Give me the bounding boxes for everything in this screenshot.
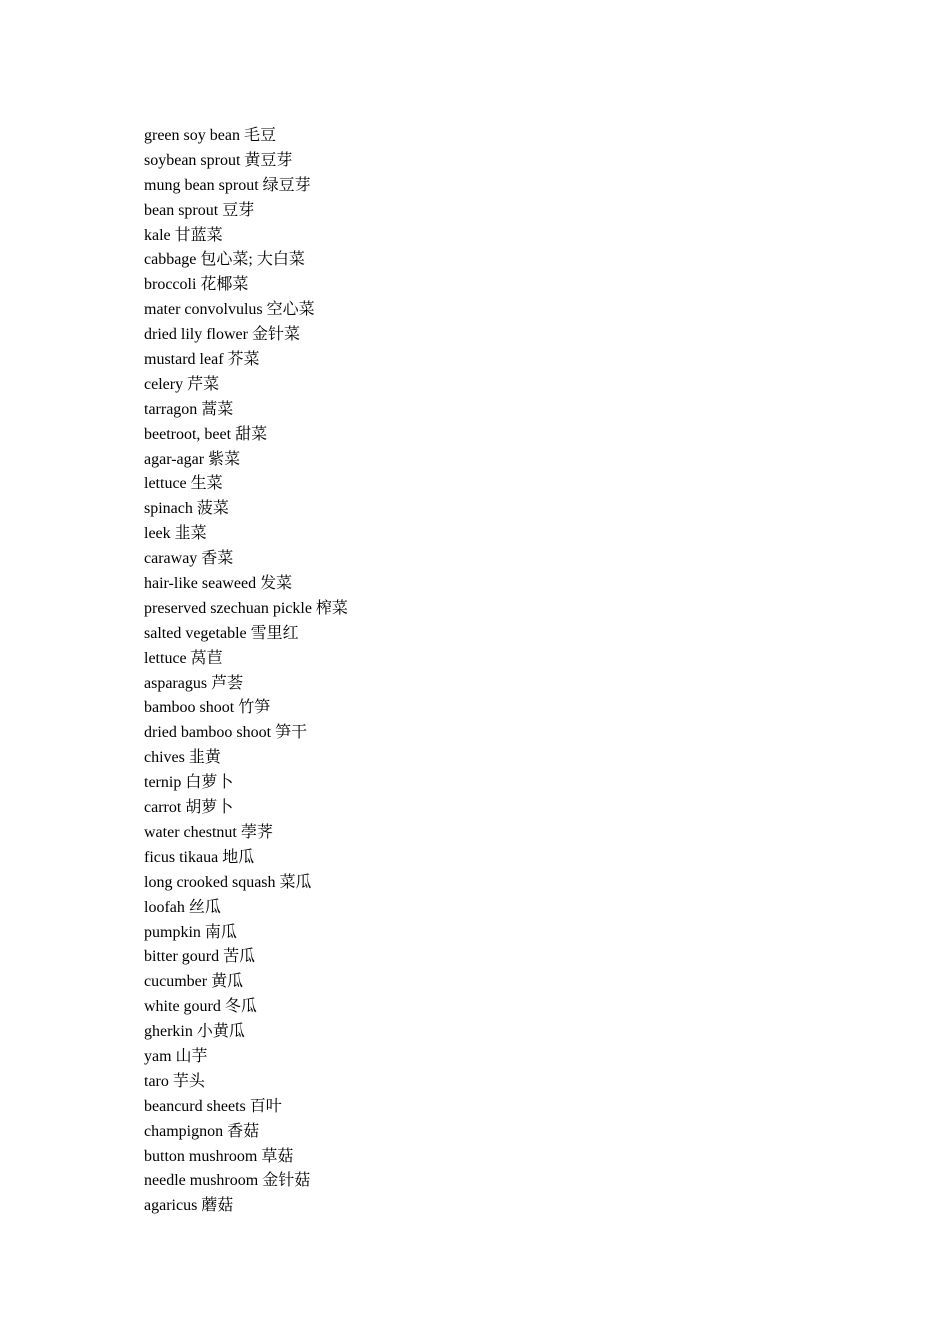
list-item: kale 甘蓝菜 — [144, 226, 223, 244]
list-item: dried bamboo shoot 笋干 — [144, 724, 308, 742]
list-item: dried lily flower 金针菜 — [144, 326, 300, 344]
list-item: leek 韭菜 — [144, 525, 207, 543]
list-item: mustard leaf 芥菜 — [144, 351, 260, 369]
list-item: yam 山芋 — [144, 1047, 208, 1065]
list-item: mater convolvulus 空心菜 — [144, 301, 315, 319]
list-item: white gourd 冬瓜 — [144, 998, 257, 1016]
list-item: asparagus 芦荟 — [144, 674, 244, 692]
list-item: green soy bean 毛豆 — [144, 127, 276, 144]
list-item: celery 芹菜 — [144, 375, 220, 393]
list-item: spinach 菠菜 — [144, 500, 229, 518]
list-item: bamboo shoot 竹笋 — [144, 699, 271, 717]
list-item: agar-agar 紫菜 — [144, 450, 241, 468]
list-item: broccoli 花椰菜 — [144, 276, 249, 294]
list-item: ternip 白萝卜 — [144, 774, 234, 792]
list-item: carrot 胡萝卜 — [144, 799, 234, 817]
list-item: taro 芋头 — [144, 1072, 205, 1090]
list-item: bean sprout 豆芽 — [144, 201, 255, 219]
list-item: bitter gourd 苦瓜 — [144, 948, 256, 966]
list-item: cucumber 黄瓜 — [144, 973, 244, 991]
list-item: button mushroom 草菇 — [144, 1147, 294, 1165]
list-item: agaricus 蘑菇 — [144, 1197, 234, 1215]
list-item: gherkin 小黄瓜 — [144, 1023, 245, 1041]
list-item: hair-like seaweed 发菜 — [144, 575, 293, 593]
list-item: mung bean sprout 绿豆芽 — [144, 176, 311, 194]
list-item: cabbage 包心菜; 大白菜 — [144, 251, 305, 269]
list-item: tarragon 蒿菜 — [144, 400, 234, 418]
list-item: beetroot, beet 甜菜 — [144, 425, 268, 443]
list-item: ficus tikaua 地瓜 — [144, 848, 255, 866]
list-item: preserved szechuan pickle 榨菜 — [144, 599, 348, 617]
list-item: caraway 香菜 — [144, 550, 234, 568]
list-item: loofah 丝瓜 — [144, 898, 221, 916]
list-item: water chestnut 荸荠 — [144, 823, 273, 841]
list-item: chives 韭黄 — [144, 749, 221, 767]
list-item: pumpkin 南瓜 — [144, 923, 237, 941]
list-item: soybean sprout 黄豆芽 — [144, 151, 293, 169]
list-item: beancurd sheets 百叶 — [144, 1097, 282, 1115]
list-item: lettuce 生菜 — [144, 475, 223, 493]
list-item: long crooked squash 菜瓜 — [144, 873, 312, 891]
vocabulary-list — [144, 124, 348, 1219]
list-item: champignon 香菇 — [144, 1122, 260, 1140]
list-item: salted vegetable 雪里红 — [144, 624, 299, 642]
list-item: lettuce 莴苣 — [144, 649, 223, 667]
list-item: needle mushroom 金针菇 — [144, 1172, 311, 1190]
